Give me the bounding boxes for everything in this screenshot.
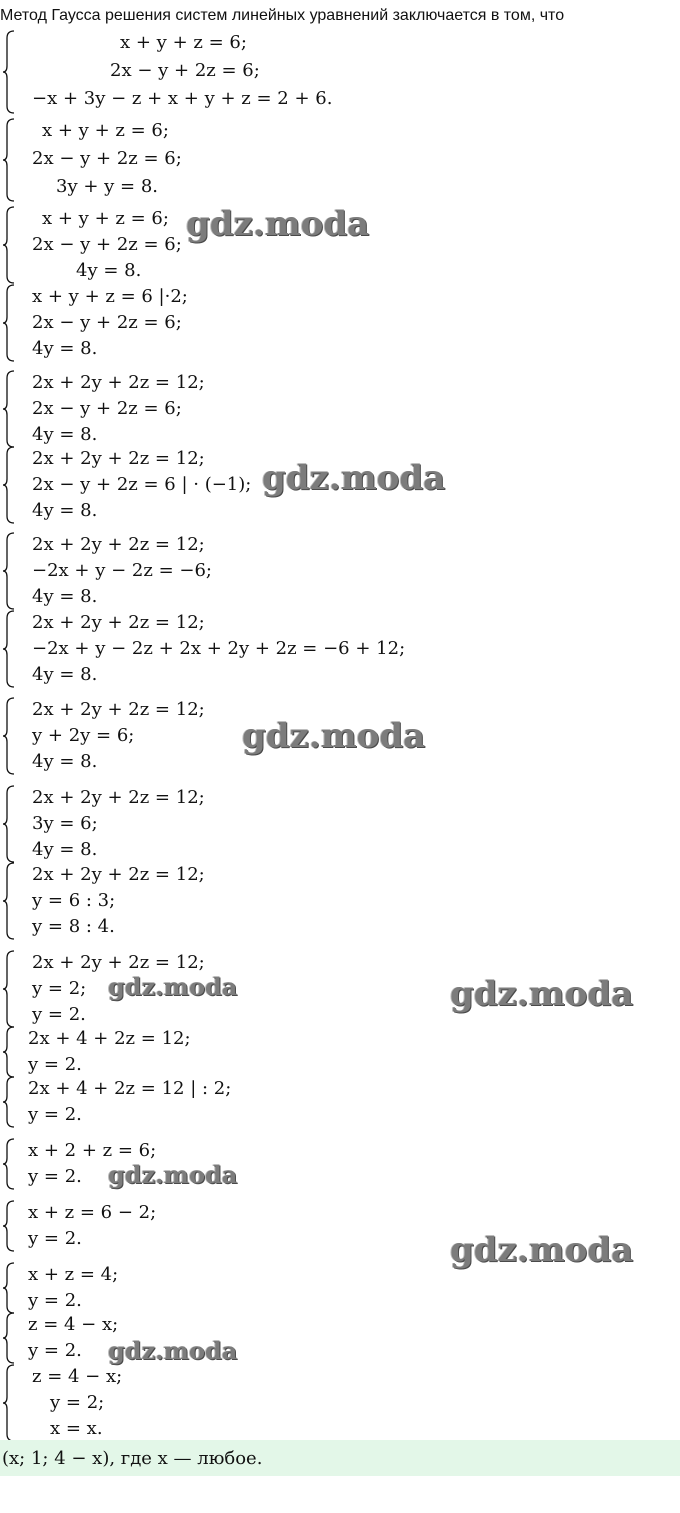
equation-line: z = 4 − x; bbox=[28, 1314, 119, 1335]
equation-line: 4y = 8. bbox=[32, 338, 98, 359]
watermark: gdz.moda bbox=[450, 1230, 634, 1270]
equation-line: 4y = 8. bbox=[32, 500, 98, 521]
equation-line: 4y = 8. bbox=[32, 664, 98, 685]
equation-system bbox=[2, 1138, 672, 1190]
equation-line: y = 2; bbox=[32, 978, 87, 999]
system-brace bbox=[2, 862, 16, 940]
equation-line: 4y = 8. bbox=[76, 260, 142, 281]
watermark: gdz.moda bbox=[108, 1160, 238, 1189]
system-brace bbox=[2, 370, 16, 448]
system-brace bbox=[2, 1076, 16, 1128]
watermark: gdz.moda bbox=[450, 974, 634, 1014]
equation-line: y + 2y = 6; bbox=[32, 725, 135, 746]
system-brace bbox=[2, 284, 16, 362]
equation-line: 4y = 8. bbox=[32, 839, 98, 860]
equation-line: z = 4 − x; bbox=[32, 1366, 123, 1387]
equation-line: x + y + z = 6; bbox=[120, 32, 247, 53]
equation-line: y = 2. bbox=[28, 1166, 82, 1187]
watermark: gdz.moda bbox=[186, 204, 370, 244]
answer-box bbox=[0, 1440, 680, 1476]
watermark: gdz.moda bbox=[108, 972, 238, 1001]
equation-line: 2x + 2y + 2z = 12; bbox=[32, 534, 205, 555]
equation-line: x + 2 + z = 6; bbox=[28, 1140, 157, 1161]
equation-line: y = 2. bbox=[28, 1340, 82, 1361]
equation-line: 4y = 8. bbox=[32, 424, 98, 445]
equation-line: 3y = 6; bbox=[32, 813, 98, 834]
equation-system bbox=[2, 1026, 672, 1078]
equation-system bbox=[2, 30, 672, 114]
equation-system bbox=[2, 370, 672, 448]
equation-line: 2x − y + 2z = 6; bbox=[32, 398, 182, 419]
watermark: gdz.moda bbox=[108, 1336, 238, 1365]
equation-line: 2x − y + 2z = 6; bbox=[32, 148, 182, 169]
system-brace bbox=[2, 1364, 16, 1442]
system-brace bbox=[2, 950, 16, 1028]
equation-line: 4y = 8. bbox=[32, 751, 98, 772]
equation-line: 2x + 2y + 2z = 12; bbox=[32, 787, 205, 808]
system-brace bbox=[2, 1200, 16, 1252]
equation-system bbox=[2, 1364, 672, 1442]
answer-text: (x; 1; 4 − x), где x — любое. bbox=[2, 1448, 263, 1469]
equation-line: x = x. bbox=[50, 1418, 103, 1439]
equation-line: 2x + 2y + 2z = 12; bbox=[32, 699, 205, 720]
equation-line: 2x − y + 2z = 6; bbox=[32, 234, 182, 255]
equation-line: 2x − y + 2z = 6; bbox=[110, 60, 260, 81]
equation-line: 4y = 8. bbox=[32, 586, 98, 607]
system-brace bbox=[2, 532, 16, 610]
equation-line: x + z = 4; bbox=[28, 1264, 119, 1285]
equation-line: 2x + 2y + 2z = 12; bbox=[32, 372, 205, 393]
equation-line: 2x + 2y + 2z = 12; bbox=[32, 952, 205, 973]
equation-line: y = 2; bbox=[50, 1392, 105, 1413]
equation-line: 2x − y + 2z = 6 | · (−1); bbox=[32, 474, 252, 495]
equation-line: 2x − y + 2z = 6; bbox=[32, 312, 182, 333]
system-brace bbox=[2, 446, 16, 524]
equation-line: y = 6 : 3; bbox=[32, 890, 116, 911]
equation-line: x + y + z = 6; bbox=[42, 120, 169, 141]
equation-line: x + y + z = 6; bbox=[42, 208, 169, 229]
equation-line: 2x + 2y + 2z = 12; bbox=[32, 612, 205, 633]
equation-line: x + y + z = 6 |·2; bbox=[32, 286, 188, 307]
equation-line: −2x + y − 2z + 2x + 2y + 2z = −6 + 12; bbox=[32, 638, 406, 659]
equation-line: y = 2. bbox=[28, 1228, 82, 1249]
equation-line: 2x + 4 + 2z = 12 | : 2; bbox=[28, 1078, 232, 1099]
equation-line: y = 2. bbox=[28, 1054, 82, 1075]
equation-system bbox=[2, 118, 672, 202]
equation-system bbox=[2, 1312, 672, 1364]
equation-line: 3y + y = 8. bbox=[56, 176, 159, 197]
equation-line: 2x + 2y + 2z = 12; bbox=[32, 448, 205, 469]
equation-line: y = 2. bbox=[28, 1104, 82, 1125]
equation-line: x + z = 6 − 2; bbox=[28, 1202, 157, 1223]
intro-text: Метод Гаусса решения систем линейных уравнений заключается в том, что bbox=[0, 7, 565, 24]
equation-line: 2x + 2y + 2z = 12; bbox=[32, 864, 205, 885]
equation-line: −2x + y − 2z = −6; bbox=[32, 560, 212, 581]
watermark: gdz.moda bbox=[262, 458, 446, 498]
system-brace bbox=[2, 30, 16, 114]
equation-system bbox=[2, 1076, 672, 1128]
system-brace bbox=[2, 610, 16, 688]
system-brace bbox=[2, 1312, 16, 1364]
watermark: gdz.moda bbox=[242, 716, 426, 756]
equation-system bbox=[2, 532, 672, 610]
equation-system bbox=[2, 785, 672, 863]
equation-system bbox=[2, 284, 672, 362]
system-brace bbox=[2, 1026, 16, 1078]
system-brace bbox=[2, 206, 16, 284]
equation-line: y = 8 : 4. bbox=[32, 916, 115, 937]
equation-line: y = 2. bbox=[32, 1004, 86, 1025]
equation-system bbox=[2, 862, 672, 940]
system-brace bbox=[2, 785, 16, 863]
equation-line: 2x + 4 + 2z = 12; bbox=[28, 1028, 191, 1049]
equation-line: y = 2. bbox=[28, 1290, 82, 1311]
system-brace bbox=[2, 1138, 16, 1190]
equation-line: −x + 3y − z + x + y + z = 2 + 6. bbox=[32, 88, 333, 109]
system-brace bbox=[2, 118, 16, 202]
system-brace bbox=[2, 697, 16, 775]
system-brace bbox=[2, 1262, 16, 1314]
equation-system bbox=[2, 610, 672, 688]
